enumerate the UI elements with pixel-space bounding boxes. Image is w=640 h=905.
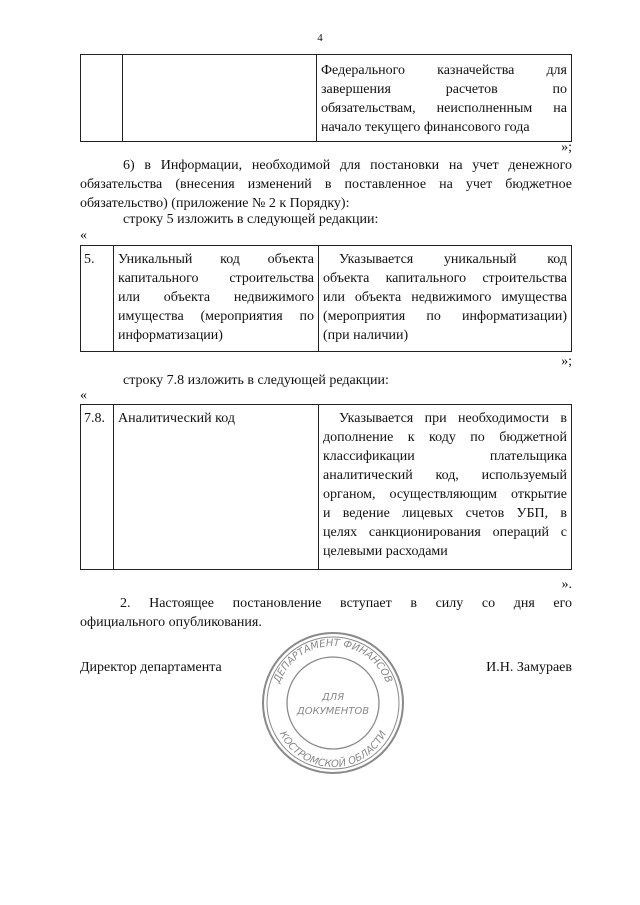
description-line: объекта капитального строительства (323, 271, 567, 286)
description-line: дополнение к коду по бюджетной (323, 430, 567, 445)
description-line: и ведение лицевых счетов УБП, в (323, 506, 567, 521)
stamp-outer-top: ДЕПАРТАМЕНТ ФИНАНСОВ (271, 637, 395, 685)
paragraph-line: 2. Настоящее постановление вступает в силу со дня его (120, 596, 572, 611)
description-line: (при наличии) (323, 328, 409, 343)
name-line: капитального строительства (118, 271, 314, 286)
row78-intro: строку 7.8 изложить в следующей редакции: (123, 373, 389, 388)
name-line: Уникальный код объекта (118, 252, 314, 267)
description-line: Указывается уникальный код (339, 252, 567, 267)
closing-quote: »; (561, 354, 572, 369)
cell-num: 5. (81, 246, 114, 352)
description-line: или объекта недвижимого имущества (323, 290, 567, 305)
description-line: Федерального казначейства для (321, 63, 567, 78)
stamp-center-line-2: ДОКУМЕНТОВ (296, 706, 370, 717)
name-line: имущества (мероприятия по (118, 309, 314, 324)
cell-description (317, 55, 572, 142)
name-line: информатизации) (118, 328, 223, 343)
table-row-7-8 (80, 404, 572, 570)
item-6-paragraph (80, 156, 572, 213)
table-row (81, 405, 572, 570)
paragraph-line: обязательство) (приложение № 2 к Порядку): (80, 196, 350, 211)
paragraph-line: 6) в Информации, необходимой для постановки на учет денежного (123, 158, 572, 173)
description-line: органом, осуществляющим открытие (323, 487, 567, 502)
table-continuation (80, 54, 572, 142)
opening-quote: « (80, 228, 87, 243)
table-row (81, 55, 572, 142)
name-line: или объекта недвижимого (118, 290, 314, 305)
row5-intro: строку 5 изложить в следующей редакции: (123, 212, 379, 227)
description-line: (мероприятия по информатизации) (323, 309, 567, 324)
paragraph-line: официального опубликования. (80, 615, 262, 630)
signature-name: И.Н. Замураев (486, 660, 572, 675)
cell-num (81, 55, 123, 142)
cell-description (319, 405, 572, 570)
table-row (81, 246, 572, 352)
stamp-outer-bottom: КОСТРОМСКОЙ ОБЛАСТИ (276, 729, 390, 771)
cell-name: Аналитический код (114, 405, 319, 570)
description-line: классификации плательщика (323, 449, 567, 464)
description-line: завершения расчетов по (321, 82, 567, 97)
cell-name (123, 55, 317, 142)
opening-quote: « (80, 388, 87, 403)
cell-name (114, 246, 319, 352)
stamp-center-line-1: ДЛЯ (321, 692, 345, 703)
description-line: Указывается при необходимости в (339, 411, 567, 426)
page-number: 4 (317, 32, 323, 44)
description-line: обязательствам, неисполненным на (321, 101, 567, 116)
description-line: аналитический код, используемый (323, 468, 567, 483)
description-line: начало текущего финансового года (321, 120, 530, 135)
description-line: целях санкционирования операций с (323, 525, 567, 540)
cell-description (319, 246, 572, 352)
table-row-5 (80, 245, 572, 352)
signature-position: Директор департамента (80, 660, 222, 675)
cell-num: 7.8. (81, 405, 114, 570)
description-line: целевыми расходами (323, 544, 448, 559)
closing-quote: »; (561, 140, 572, 155)
official-stamp (258, 628, 408, 778)
paragraph-2 (80, 594, 572, 632)
paragraph-line: обязательства (внесения изменений в поставленное на учет бюджетное (80, 177, 572, 192)
closing-quote: ». (561, 577, 572, 592)
